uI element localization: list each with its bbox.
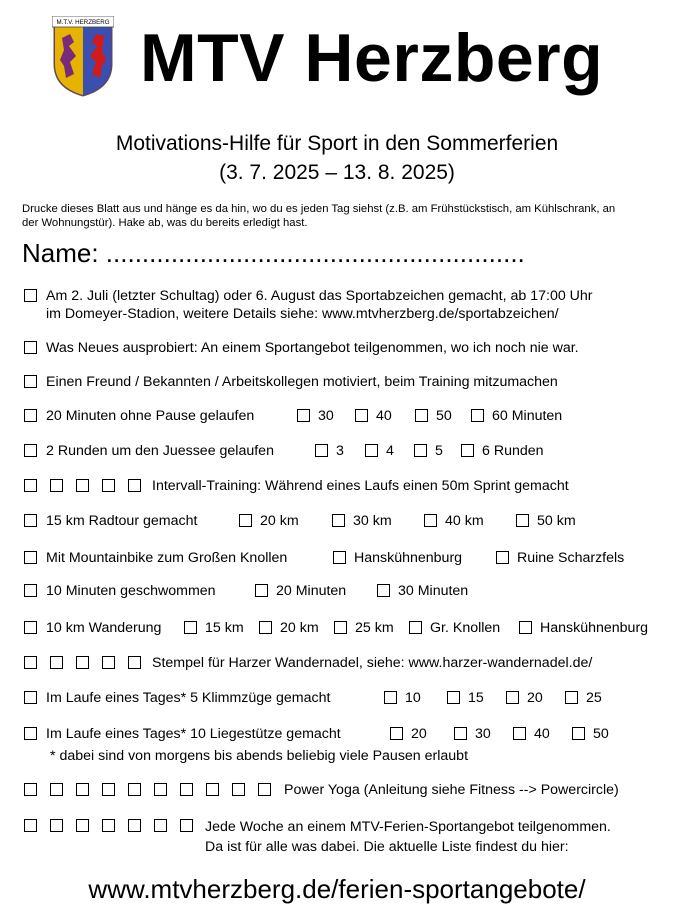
item-laufen-label: 20 Minuten ohne Pause gelaufen: [46, 408, 255, 424]
item-intervall-label: Intervall-Training: Während eines Laufs einen 50m Sprint gemacht: [152, 478, 569, 494]
checkbox-wanderung[interactable]: [24, 621, 37, 634]
checkbox-laufen-opt[interactable]: [355, 409, 368, 422]
item-stempel-label: Stempel für Harzer Wandernadel, siehe: www.harzer-wandernadel.de/: [152, 655, 593, 671]
item-radtour-label: 15 km Radtour gemacht: [46, 513, 198, 529]
checkbox-ferien[interactable]: [180, 819, 193, 832]
club-crest-logo: [52, 16, 114, 98]
option-label: 25 km: [355, 620, 394, 636]
checkbox-wanderung-opt[interactable]: [334, 621, 347, 634]
checkbox-wanderung-opt[interactable]: [409, 621, 422, 634]
checkbox-juessee-opt[interactable]: [461, 444, 474, 457]
checkbox-radtour-opt[interactable]: [516, 514, 529, 527]
checkbox-juessee-opt[interactable]: [315, 444, 328, 457]
checkbox-intervall[interactable]: [24, 479, 37, 492]
option-label: 30 km: [353, 513, 392, 529]
item-sportabzeichen-line2: im Domeyer-Stadion, weitere Details siehe: www.mtvherzberg.de/sportabzeichen/: [46, 306, 559, 322]
option-label: 30: [475, 726, 491, 742]
checkbox-klimmzuege[interactable]: [24, 691, 37, 704]
checkbox-yoga[interactable]: [180, 783, 193, 796]
checkbox-intervall[interactable]: [50, 479, 63, 492]
checkbox-yoga[interactable]: [206, 783, 219, 796]
intro-text: Drucke dieses Blatt aus und hänge es da hin, wo du es jeden Tag siehst (z.B. am Frühstückstisch, am Kühlschrank, an der Wohnungstür). Hake ab, was du bereits erledigt hast.: [22, 203, 616, 229]
checkbox-radtour-opt[interactable]: [239, 514, 252, 527]
checkbox-klimmzuege-opt[interactable]: [506, 691, 519, 704]
checkbox-radtour[interactable]: [24, 514, 37, 527]
option-label: 40: [534, 726, 550, 742]
option-label: 10: [405, 690, 421, 706]
checkbox-liegestuetze-opt[interactable]: [454, 727, 467, 740]
checkbox-intervall[interactable]: [128, 479, 141, 492]
option-label: Hanskühnenburg: [354, 550, 463, 566]
option-label: 20 km: [260, 513, 299, 529]
checkbox-wanderung-opt[interactable]: [184, 621, 197, 634]
item-juessee-label: 2 Runden um den Juessee gelaufen: [46, 443, 274, 459]
checkbox-mountainbike-opt[interactable]: [333, 551, 346, 564]
item-neues-label: Was Neues ausprobiert: An einem Sportangebot teilgenommen, wo ich noch nie war.: [46, 340, 579, 356]
item-wanderung-label: 10 km Wanderung: [46, 620, 162, 636]
checkbox-laufen-opt[interactable]: [471, 409, 484, 422]
item-schwimmen-label: 10 Minuten geschwommen: [46, 583, 216, 599]
date-range: (3. 7. 2025 – 13. 8. 2025): [219, 161, 455, 184]
checkbox-wanderung-opt[interactable]: [259, 621, 272, 634]
checkbox-liegestuetze-opt[interactable]: [572, 727, 585, 740]
checkbox-neues[interactable]: [24, 341, 37, 354]
checkbox-juessee[interactable]: [24, 444, 37, 457]
option-label: 40 km: [445, 513, 484, 529]
option-label: 20: [411, 726, 427, 742]
checkbox-laufen[interactable]: [24, 409, 37, 422]
checkbox-ferien[interactable]: [24, 819, 37, 832]
checkbox-radtour-opt[interactable]: [424, 514, 437, 527]
item-ferien-line2: Da ist für alle was dabei. Die aktuelle Liste findest du hier:: [205, 839, 569, 855]
checkbox-klimmzuege-opt[interactable]: [384, 691, 397, 704]
option-label: 15: [468, 690, 484, 706]
checkbox-intervall[interactable]: [102, 479, 115, 492]
item-liegestuetze-label: Im Laufe eines Tages* 10 Liegestütze gemacht: [46, 726, 341, 742]
checkbox-wanderung-opt[interactable]: [519, 621, 532, 634]
option-label: 30: [318, 408, 334, 424]
checkbox-yoga[interactable]: [76, 783, 89, 796]
checkbox-stempel[interactable]: [128, 656, 141, 669]
checkbox-liegestuetze[interactable]: [24, 727, 37, 740]
option-label: 25: [586, 690, 602, 706]
checkbox-schwimmen-opt[interactable]: [377, 584, 390, 597]
checkbox-schwimmen-opt[interactable]: [255, 584, 268, 597]
pause-footnote: * dabei sind von morgens bis abends beliebig viele Pausen erlaubt: [50, 748, 469, 764]
option-label: 20: [527, 690, 543, 706]
name-field-label: Name: ..........................................................: [22, 238, 525, 268]
logo-ribbon-text: M.T.V. HERZBERG: [56, 19, 110, 26]
option-label: 40: [376, 408, 392, 424]
checkbox-liegestuetze-opt[interactable]: [513, 727, 526, 740]
option-label: Hanskühnenburg: [540, 620, 649, 636]
checkbox-juessee-opt[interactable]: [414, 444, 427, 457]
checkbox-stempel[interactable]: [76, 656, 89, 669]
item-sportabzeichen-line1: Am 2. Juli (letzter Schultag) oder 6. August das Sportabzeichen gemacht, ab 17:00 Uhr: [46, 288, 593, 304]
checkbox-klimmzuege-opt[interactable]: [447, 691, 460, 704]
checkbox-yoga[interactable]: [154, 783, 167, 796]
option-label: 50 km: [537, 513, 576, 529]
item-freund-label: Einen Freund / Bekannten / Arbeitskollegen motiviert, beim Training mitzumachen: [46, 374, 558, 390]
checkbox-yoga[interactable]: [232, 783, 245, 796]
option-label: 20 km: [280, 620, 319, 636]
club-title: MTV Herzberg: [140, 20, 604, 96]
checkbox-laufen-opt[interactable]: [415, 409, 428, 422]
item-ferien-line1: Jede Woche an einem MTV-Ferien-Sportangebot teilgenommen.: [205, 819, 611, 835]
option-label: 15 km: [205, 620, 244, 636]
checkbox-yoga[interactable]: [128, 783, 141, 796]
checkbox-schwimmen[interactable]: [24, 584, 37, 597]
option-label: 6 Runden: [482, 443, 544, 459]
checkbox-liegestuetze-opt[interactable]: [390, 727, 403, 740]
checkbox-ferien[interactable]: [76, 819, 89, 832]
checkbox-juessee-opt[interactable]: [365, 444, 378, 457]
option-label: 50: [593, 726, 609, 742]
checkbox-stempel[interactable]: [24, 656, 37, 669]
checkbox-intervall[interactable]: [76, 479, 89, 492]
checkbox-ferien[interactable]: [154, 819, 167, 832]
checkbox-stempel[interactable]: [102, 656, 115, 669]
option-label: 3: [336, 443, 344, 459]
checkbox-yoga[interactable]: [24, 783, 37, 796]
footer-url-link[interactable]: www.mtvherzberg.de/ferien-sportangebote/: [88, 874, 586, 904]
checkbox-mountainbike-opt[interactable]: [496, 551, 509, 564]
checkbox-ferien[interactable]: [128, 819, 141, 832]
option-label: 20 Minuten: [276, 583, 347, 599]
checkbox-mountainbike[interactable]: [24, 551, 37, 564]
item-yoga-label: Power Yoga (Anleitung siehe Fitness --> Powercircle): [284, 782, 619, 798]
item-klimmzuege-label: Im Laufe eines Tages* 5 Klimmzüge gemacht: [46, 690, 331, 706]
option-label: 5: [435, 443, 443, 459]
option-label: Ruine Scharzfels: [517, 550, 625, 566]
checkbox-yoga[interactable]: [102, 783, 115, 796]
option-label: 4: [386, 443, 394, 459]
checkbox-yoga[interactable]: [258, 783, 271, 796]
checkbox-laufen-opt[interactable]: [297, 409, 310, 422]
checkbox-ferien[interactable]: [50, 819, 63, 832]
option-label: 30 Minuten: [398, 583, 469, 599]
item-mountainbike-label: Mit Mountainbike zum Großen Knollen: [46, 550, 288, 566]
option-label: Gr. Knollen: [430, 620, 501, 636]
checkbox-yoga[interactable]: [50, 783, 63, 796]
option-label: 60 Minuten: [492, 408, 563, 424]
checkbox-freund[interactable]: [24, 375, 37, 388]
checkbox-radtour-opt[interactable]: [332, 514, 345, 527]
page-subtitle: Motivations-Hilfe für Sport in den Sommerferien: [115, 132, 559, 155]
checkbox-ferien[interactable]: [102, 819, 115, 832]
checkbox-stempel[interactable]: [50, 656, 63, 669]
checkbox-sportabzeichen[interactable]: [24, 289, 37, 302]
checkbox-klimmzuege-opt[interactable]: [565, 691, 578, 704]
option-label: 50: [436, 408, 452, 424]
